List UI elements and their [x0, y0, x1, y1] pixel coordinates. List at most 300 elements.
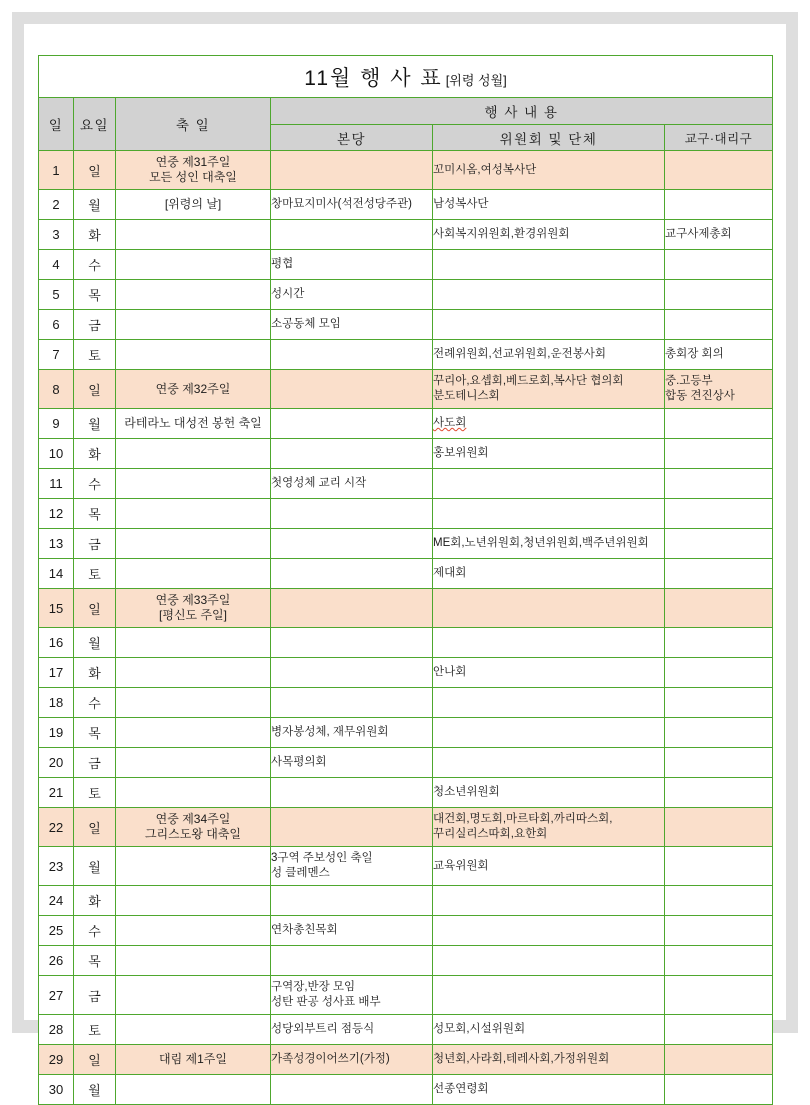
cell-dayofweek — [74, 589, 116, 628]
cell-dayofweek — [74, 808, 116, 847]
cell-line: 30 — [48, 1082, 64, 1097]
cell-line: 16 — [48, 635, 64, 650]
cell-line: 10 — [48, 446, 64, 461]
cell-dayofweek — [74, 688, 116, 718]
cell-feast — [116, 946, 271, 976]
table-row — [39, 151, 773, 190]
cell-diocese — [665, 778, 773, 808]
cell-line: 구역장,반장 모임 — [271, 981, 356, 993]
cell-day — [39, 778, 74, 808]
cell-bondang — [271, 946, 433, 976]
cell-day — [39, 439, 74, 469]
cell-dayofweek — [74, 469, 116, 499]
table-row — [39, 688, 773, 718]
cell-day — [39, 589, 74, 628]
cell-diocese — [665, 409, 773, 439]
cell-line: [위령의 날] — [164, 197, 222, 211]
cell-feast — [116, 589, 271, 628]
cell-day — [39, 976, 74, 1015]
cell-diocese — [665, 439, 773, 469]
cell-bondang — [271, 718, 433, 748]
table-row — [39, 559, 773, 589]
table-row — [39, 778, 773, 808]
cell-line: 수 — [88, 477, 101, 492]
cell-day — [39, 628, 74, 658]
cell-dayofweek — [74, 946, 116, 976]
table-row — [39, 718, 773, 748]
header-day: 일 — [39, 98, 74, 151]
cell-line: 평협 — [271, 258, 294, 270]
cell-diocese — [665, 280, 773, 310]
cell-committee — [433, 409, 665, 439]
cell-line: 29 — [48, 1052, 64, 1067]
cell-diocese — [665, 916, 773, 946]
cell-diocese — [665, 808, 773, 847]
cell-line: 3 — [52, 227, 60, 242]
title-sub-text: [위령 성월] — [445, 72, 507, 88]
cell-line: 분도테니스회 — [433, 390, 500, 402]
cell-committee — [433, 340, 665, 370]
cell-day — [39, 916, 74, 946]
cell-committee — [433, 439, 665, 469]
cell-dayofweek — [74, 220, 116, 250]
cell-line: 꼬미시옴,여성복사단 — [433, 163, 537, 176]
cell-diocese — [665, 499, 773, 529]
cell-line: 대건회,명도회,마르타회,까리따스회, — [433, 813, 613, 825]
header-committee: 위원회 및 단체 — [433, 125, 665, 151]
cell-line: 성 클레멘스 — [271, 867, 330, 879]
cell-dayofweek — [74, 529, 116, 559]
cell-day — [39, 1075, 74, 1105]
cell-diocese — [665, 748, 773, 778]
cell-line: 라테라노 대성전 봉헌 축일 — [124, 416, 262, 430]
cell-diocese — [665, 946, 773, 976]
cell-line: 제대회 — [433, 567, 467, 579]
cell-diocese — [665, 1045, 773, 1075]
cell-line: 꾸리아,요셉회,베드로회,복사단 협의회 — [433, 375, 624, 387]
cell-line: 17 — [48, 665, 64, 680]
cell-line: 중.고등부 — [665, 375, 713, 387]
cell-line: 그리스도왕 대축일 — [144, 827, 242, 841]
table-row — [39, 847, 773, 886]
cell-committee — [433, 886, 665, 916]
cell-bondang — [271, 280, 433, 310]
cell-line: 일 — [88, 382, 101, 398]
cell-bondang — [271, 559, 433, 589]
cell-line: 교육위원회 — [433, 859, 489, 872]
cell-line: 금 — [88, 537, 101, 552]
cell-bondang — [271, 469, 433, 499]
cell-bondang — [271, 688, 433, 718]
cell-line: 월 — [88, 859, 101, 875]
cell-line: 청소년위원회 — [433, 786, 500, 798]
cell-dayofweek — [74, 499, 116, 529]
cell-day — [39, 718, 74, 748]
cell-diocese — [665, 151, 773, 190]
cell-committee — [433, 220, 665, 250]
cell-dayofweek — [74, 250, 116, 280]
cell-line: 금 — [88, 318, 101, 333]
cell-bondang — [271, 778, 433, 808]
cell-line: 화 — [88, 228, 101, 243]
cell-committee — [433, 499, 665, 529]
cell-line: 일 — [88, 163, 101, 179]
cell-diocese — [665, 310, 773, 340]
cell-bondang — [271, 340, 433, 370]
cell-line: 선종연령회 — [433, 1083, 489, 1095]
cell-day — [39, 1015, 74, 1045]
header-bondang: 본당 — [271, 125, 433, 151]
cell-committee — [433, 718, 665, 748]
cell-line: 14 — [48, 566, 64, 581]
cell-committee — [433, 1075, 665, 1105]
table-row — [39, 409, 773, 439]
cell-dayofweek — [74, 559, 116, 589]
cell-line: 화 — [88, 666, 101, 681]
cell-line: 목 — [88, 288, 101, 303]
cell-line: 소공동체 모임 — [271, 318, 341, 330]
cell-feast — [116, 250, 271, 280]
title-main-text: 11월 행 사 표 — [304, 66, 443, 90]
header-row-1 — [39, 98, 773, 125]
table-row — [39, 469, 773, 499]
cell-bondang — [271, 310, 433, 340]
cell-bondang — [271, 847, 433, 886]
cell-diocese — [665, 529, 773, 559]
cell-line: 20 — [48, 755, 64, 770]
cell-committee — [433, 469, 665, 499]
table-body — [39, 56, 773, 1105]
cell-line: 2 — [52, 197, 60, 212]
cell-bondang — [271, 370, 433, 409]
cell-diocese — [665, 340, 773, 370]
cell-committee — [433, 589, 665, 628]
table-row — [39, 1075, 773, 1105]
cell-day — [39, 748, 74, 778]
cell-diocese — [665, 688, 773, 718]
cell-committee — [433, 976, 665, 1015]
cell-line: 목 — [88, 954, 101, 969]
cell-day — [39, 340, 74, 370]
cell-line: 화 — [88, 447, 101, 462]
cell-bondang — [271, 220, 433, 250]
cell-bondang — [271, 190, 433, 220]
cell-committee — [433, 808, 665, 847]
table-row — [39, 946, 773, 976]
cell-dayofweek — [74, 409, 116, 439]
cell-line: 성탄 판공 성사표 배부 — [271, 996, 381, 1008]
cell-feast — [116, 1045, 271, 1075]
cell-bondang — [271, 628, 433, 658]
cell-diocese — [665, 190, 773, 220]
cell-line: 수 — [88, 924, 101, 939]
cell-committee — [433, 1045, 665, 1075]
cell-line: 홍보위원회 — [433, 447, 489, 459]
cell-dayofweek — [74, 1015, 116, 1045]
table-row — [39, 220, 773, 250]
cell-feast — [116, 280, 271, 310]
cell-line: 15 — [48, 600, 64, 616]
cell-feast — [116, 916, 271, 946]
cell-line: 토 — [88, 786, 101, 801]
cell-committee — [433, 946, 665, 976]
cell-line: 연중 제33주일 — [155, 593, 231, 607]
cell-committee — [433, 370, 665, 409]
cell-diocese — [665, 559, 773, 589]
cell-line: 화 — [88, 894, 101, 909]
cell-line: 전례위원회,선교위원회,운전봉사회 — [433, 348, 607, 360]
cell-committee — [433, 748, 665, 778]
cell-line: 18 — [48, 695, 64, 710]
cell-committee — [433, 151, 665, 190]
table-row — [39, 250, 773, 280]
header-feast: 축 일 — [116, 98, 271, 151]
cell-line: [평신도 주일] — [159, 608, 227, 622]
cell-line: 사도회 — [433, 417, 467, 429]
cell-line: 토 — [88, 567, 101, 582]
cell-dayofweek — [74, 1045, 116, 1075]
cell-day — [39, 529, 74, 559]
cell-line: 교구사제총회 — [665, 228, 732, 240]
cell-diocese — [665, 1015, 773, 1045]
cell-committee — [433, 190, 665, 220]
header-diocese: 교구·대리구 — [665, 125, 773, 151]
cell-bondang — [271, 886, 433, 916]
cell-line: 청년회,사라회,테레사회,가정위원회 — [433, 1053, 610, 1065]
cell-line: 수 — [88, 696, 101, 711]
cell-line: 11 — [49, 476, 63, 491]
table-row — [39, 340, 773, 370]
cell-dayofweek — [74, 778, 116, 808]
cell-feast — [116, 748, 271, 778]
cell-feast — [116, 190, 271, 220]
cell-line: 안나회 — [433, 666, 467, 678]
cell-bondang — [271, 658, 433, 688]
cell-line: 성시간 — [271, 288, 305, 300]
cell-line: 12 — [48, 506, 64, 521]
cell-feast — [116, 529, 271, 559]
cell-line: 토 — [88, 1023, 101, 1038]
cell-line: 24 — [48, 893, 64, 908]
cell-committee — [433, 529, 665, 559]
cell-line: 6 — [52, 317, 60, 332]
cell-bondang — [271, 748, 433, 778]
cell-line: 3구역 주보성인 축일 — [271, 852, 373, 864]
cell-dayofweek — [74, 748, 116, 778]
cell-bondang — [271, 589, 433, 628]
cell-dayofweek — [74, 628, 116, 658]
cell-line: 성모회,시설위원회 — [433, 1023, 526, 1035]
cell-bondang — [271, 1075, 433, 1105]
schedule-table-container — [38, 55, 772, 1105]
cell-line: 연중 제31주일 — [155, 155, 231, 169]
cell-feast — [116, 409, 271, 439]
cell-line: 21 — [48, 785, 64, 800]
cell-line: 월 — [88, 636, 101, 651]
cell-diocese — [665, 370, 773, 409]
cell-dayofweek — [74, 658, 116, 688]
cell-committee — [433, 559, 665, 589]
table-row — [39, 310, 773, 340]
cell-line: 연중 제32주일 — [155, 381, 231, 396]
cell-diocese — [665, 718, 773, 748]
cell-feast — [116, 559, 271, 589]
cell-bondang — [271, 1015, 433, 1045]
cell-dayofweek — [74, 280, 116, 310]
cell-line: 대림 제1주일 — [159, 1052, 227, 1066]
cell-line: 일 — [88, 601, 101, 617]
cell-committee — [433, 778, 665, 808]
cell-line: 연차총친목회 — [271, 924, 338, 936]
cell-day — [39, 469, 74, 499]
table-row — [39, 370, 773, 409]
cell-diocese — [665, 976, 773, 1015]
cell-bondang — [271, 409, 433, 439]
cell-day — [39, 250, 74, 280]
cell-day — [39, 886, 74, 916]
cell-day — [39, 847, 74, 886]
cell-diocese — [665, 220, 773, 250]
cell-feast — [116, 976, 271, 1015]
cell-line: 사회복지위원회,환경위원회 — [433, 228, 570, 240]
cell-line: 가족성경이어쓰기(가정) — [271, 1053, 390, 1065]
cell-line: 금 — [88, 756, 101, 771]
table-row — [39, 658, 773, 688]
cell-feast — [116, 370, 271, 409]
cell-committee — [433, 658, 665, 688]
cell-day — [39, 280, 74, 310]
table-row — [39, 748, 773, 778]
cell-committee — [433, 280, 665, 310]
cell-line: 1 — [52, 162, 60, 178]
cell-line: 병자봉성체, 재무위원회 — [271, 726, 389, 738]
table-row — [39, 916, 773, 946]
cell-diocese — [665, 1075, 773, 1105]
cell-bondang — [271, 808, 433, 847]
cell-line: 4 — [52, 257, 60, 272]
cell-feast — [116, 310, 271, 340]
cell-line: 목 — [88, 507, 101, 522]
cell-line: 꾸리실리스따회,요한회 — [433, 828, 548, 840]
cell-line: 월 — [88, 1083, 101, 1098]
cell-dayofweek — [74, 190, 116, 220]
cell-dayofweek — [74, 151, 116, 190]
cell-diocese — [665, 628, 773, 658]
cell-dayofweek — [74, 886, 116, 916]
cell-line: 금 — [88, 988, 101, 1004]
cell-diocese — [665, 250, 773, 280]
cell-day — [39, 688, 74, 718]
cell-day — [39, 499, 74, 529]
header-dayofweek: 요일 — [74, 98, 116, 151]
table-row — [39, 190, 773, 220]
cell-line: 13 — [48, 536, 64, 551]
cell-day — [39, 310, 74, 340]
cell-line: 22 — [48, 819, 64, 835]
cell-line: 사목평의회 — [271, 756, 327, 768]
cell-diocese — [665, 658, 773, 688]
cell-feast — [116, 718, 271, 748]
cell-line: 5 — [52, 287, 60, 302]
cell-dayofweek — [74, 340, 116, 370]
cell-bondang — [271, 916, 433, 946]
cell-line: 일 — [88, 1053, 101, 1068]
cell-line: 남성복사단 — [433, 198, 489, 210]
cell-day — [39, 559, 74, 589]
cell-feast — [116, 886, 271, 916]
cell-dayofweek — [74, 370, 116, 409]
cell-diocese — [665, 469, 773, 499]
cell-day — [39, 658, 74, 688]
cell-day — [39, 370, 74, 409]
table-row — [39, 976, 773, 1015]
cell-dayofweek — [74, 1075, 116, 1105]
cell-line: 19 — [48, 725, 64, 740]
cell-line: 23 — [48, 858, 64, 874]
cell-feast — [116, 1075, 271, 1105]
monthly-schedule-table — [38, 55, 773, 1105]
cell-line: 8 — [52, 381, 60, 397]
cell-diocese — [665, 847, 773, 886]
cell-feast — [116, 151, 271, 190]
cell-dayofweek — [74, 310, 116, 340]
cell-line: ME회,노년위원회,청년위원회,백주년위원회 — [433, 537, 649, 549]
cell-feast — [116, 1015, 271, 1045]
table-row — [39, 1015, 773, 1045]
cell-line: 28 — [48, 1022, 64, 1037]
cell-feast — [116, 469, 271, 499]
cell-dayofweek — [74, 976, 116, 1015]
cell-feast — [116, 439, 271, 469]
cell-dayofweek — [74, 847, 116, 886]
cell-line: 일 — [88, 820, 101, 836]
cell-bondang — [271, 529, 433, 559]
cell-diocese — [665, 589, 773, 628]
table-row — [39, 1045, 773, 1075]
table-row — [39, 628, 773, 658]
cell-line: 목 — [88, 726, 101, 741]
cell-feast — [116, 778, 271, 808]
cell-line: 합동 견진상사 — [665, 390, 735, 402]
cell-feast — [116, 340, 271, 370]
cell-bondang — [271, 976, 433, 1015]
table-row — [39, 808, 773, 847]
cell-line: 창마묘지미사(석전성당주관) — [271, 198, 412, 210]
table-row — [39, 886, 773, 916]
cell-feast — [116, 688, 271, 718]
cell-bondang — [271, 439, 433, 469]
cell-committee — [433, 688, 665, 718]
cell-line: 27 — [48, 987, 64, 1003]
page-title — [39, 56, 773, 98]
cell-committee — [433, 847, 665, 886]
cell-day — [39, 220, 74, 250]
cell-feast — [116, 220, 271, 250]
cell-committee — [433, 250, 665, 280]
cell-committee — [433, 628, 665, 658]
cell-bondang — [271, 499, 433, 529]
table-row — [39, 529, 773, 559]
cell-committee — [433, 1015, 665, 1045]
cell-feast — [116, 808, 271, 847]
cell-day — [39, 409, 74, 439]
cell-committee — [433, 310, 665, 340]
cell-feast — [116, 658, 271, 688]
cell-bondang — [271, 151, 433, 190]
cell-committee — [433, 916, 665, 946]
cell-bondang — [271, 1045, 433, 1075]
table-row — [39, 439, 773, 469]
